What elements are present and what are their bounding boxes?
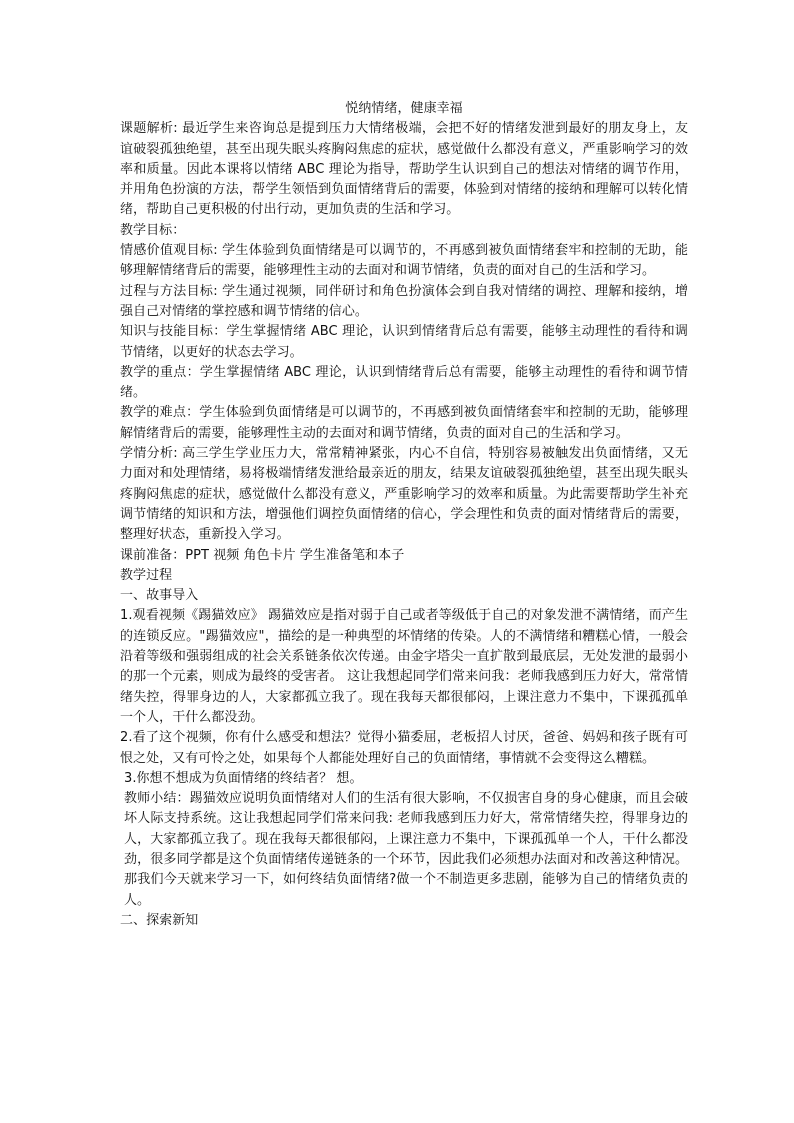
document-title: 悦纳情绪，健康幸福 (345, 101, 463, 116)
paragraph-teaching-difficulty: 教学的难点：学生体验到负面情绪是可以调节的，不再感到被负面情绪套牢和控制的无助，能够理解情绪背后的需要，能够理性主动的去面对和调节情绪，负责的面对自己的生活和学习。 (120, 405, 688, 441)
paragraph-preparation: 课前准备：PPT 视频 角色卡片 学生准备笔和本子 (120, 547, 405, 563)
section-heading-explore-new-knowledge: 二、探索新知 (120, 912, 199, 928)
paragraph-step-3-question: 3.你想不想成为负面情绪的终结者？ 想。 (124, 770, 363, 786)
paragraph-emotion-value-goal: 情感价值观目标: 学生体验到负面情绪是可以调节的，不再感到被负面情绪套牢和控制的无助，能够理解情绪背后的需要，能够理性主动的去面对和调节情绪，负责的面对自己的生活和学习。 (120, 243, 688, 279)
paragraph-step-1-video: 1.观看视频《踢猫效应》 踢猫效应是指对弱于自己或者等级低于自己的对象发泄不满情绪，而产生的连锁反应。"踢猫效应"，描绘的是一种典型的坏情绪的传染。人的不满情绪和糟糕心情，一般会沿着等级和强弱组成的社会关系链条依次传递。由金字塔尖一直扩散到最底层，无处发泄的最弱小的那一个元素，则成为最终的受害者。 这让我想起同学们常来问我：老师我感到压力好大，常常情绪失控，得罪身边的人，大家都孤立我了。现在我每天都很郁闷，上课注意力不集中，下课孤孤单一个人，干什么都没劲。 (120, 608, 688, 725)
document-page (120, 99, 688, 931)
section-heading-story-intro: 一、故事导入 (120, 588, 199, 604)
paragraph-teaching-goals-heading: 教学目标： (120, 222, 186, 238)
paragraph-student-analysis: 学情分析: 高三学生学业压力大，常常精神紧张，内心不自信，特别容易被触发出负面情绪，又无力面对和处理情绪，易将极端情绪发泄给最亲近的朋友，结果友谊破裂孤独绝望，甚至出现失眠头疼胸闷焦虑的症状，感觉做什么都没有意义，严重影响学习的效率和质量。为此需要帮助学生补充调节情绪的知识和方法，增强他们调控负面情绪的信心，学会理性和负责的面对情绪背后的需要，整理好状态，重新投入学习。 (120, 446, 688, 543)
paragraph-lesson-analysis: 课题解析: 最近学生来咨询总是提到压力大情绪极端，会把不好的情绪发泄到最好的朋友身上，友谊破裂孤独绝望，甚至出现失眠头疼胸闷焦虑的症状，感觉做什么都没有意义，严重影响学习的效率和质量。因此本课将以情绪 ABC 理论为指导，帮助学生认识到自己的想法对情绪的调节作用，并用角色扮演的方法，帮学生领悟到负面情绪背后的需要，体验到对情绪的接纳和理解可以转化情绪，帮助自己更积极的付出行动，更加负责的生活和学习。 (120, 121, 688, 218)
paragraph-process-method-goal: 过程与方法目标: 学生通过视频，同伴研讨和角色扮演体会到自我对情绪的调控、理解和接纳，增强自己对情绪的掌控感和调节情绪的信心。 (120, 283, 688, 319)
paragraph-teaching-key-point: 教学的重点：学生掌握情绪 ABC 理论，认识到情绪背后总有需要，能够主动理性的看待和调节情绪。 (120, 364, 688, 401)
paragraph-step-2-feelings: 2.看了这个视频，你有什么感受和想法？觉得小猫委屈，老板招人讨厌，爸爸、妈妈和孩子既有可恨之处，又有可怜之处，如果每个人都能处理好自己的负面情绪，事情就不会变得这么糟糕。 (120, 730, 688, 766)
paragraph-teacher-summary: 教师小结：踢猫效应说明负面情绪对人们的生活有很大影响，不仅损害自身的身心健康，而且会破坏人际支持系统。这让我想起同学们常来问我: 老师我感到压力好大，常常情绪失控，得罪身边的人，大家都孤立我了。现在我每天都很郁闷，上课注意力不集中，下课孤孤单一个人，干什么都没劲，很多同学都是这个负面情绪传递链条的一个环节，因此我们必须想办法面对和改善这种情况。那我们今天就来学习一下，如何终结负面情绪?做一个不制造更多悲剧，能够为自己的情绪负责的人。 (124, 791, 688, 908)
paragraph-knowledge-skill-goal: 知识与技能目标：学生掌握情绪 ABC 理论，认识到情绪背后总有需要，能够主动理性的看待和调节情绪，以更好的状态去学习。 (120, 324, 688, 360)
paragraph-teaching-process-heading: 教学过程 (120, 567, 173, 583)
